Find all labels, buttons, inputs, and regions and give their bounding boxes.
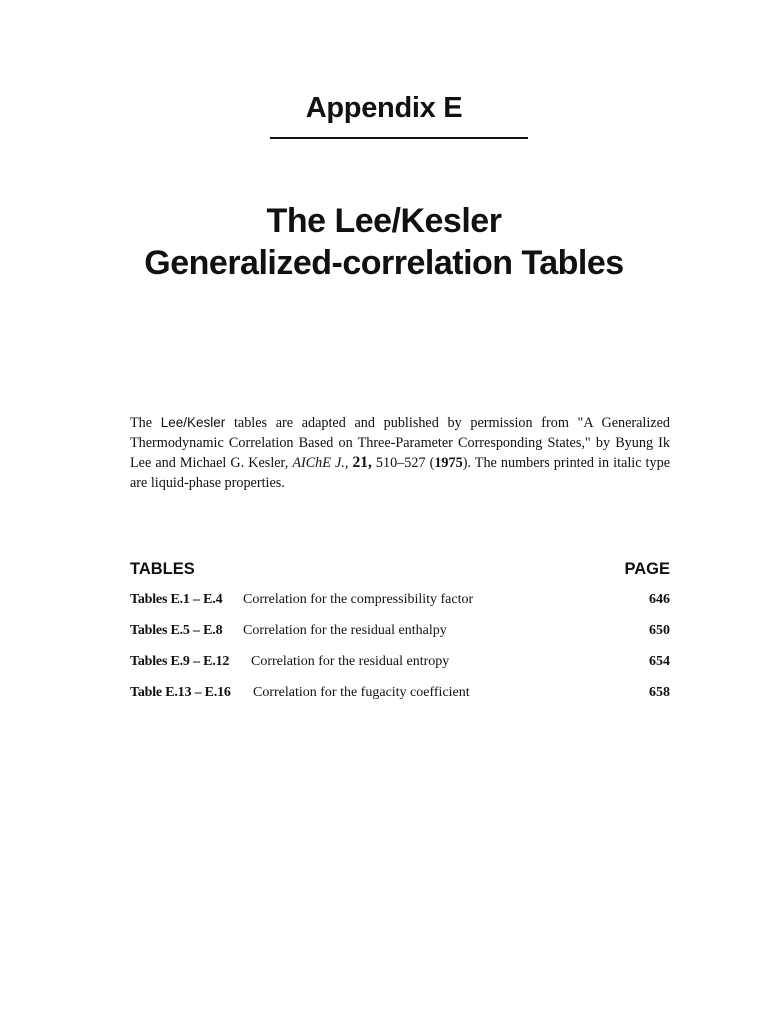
heading-underline-rule <box>270 137 528 139</box>
table-row <box>130 685 670 716</box>
table-row <box>130 623 670 654</box>
table-page-number: 654 <box>649 654 670 669</box>
table-description: Correlation for the residual entropy <box>251 654 450 669</box>
table-range: Tables E.9 – E.12 <box>130 654 230 669</box>
table-description: Correlation for the compressibility factor <box>243 592 474 607</box>
table-description: Correlation for the residual enthalpy <box>243 623 447 638</box>
tables-header <box>130 560 670 582</box>
table-range: Table E.13 – E.16 <box>130 685 231 700</box>
table-row <box>130 592 670 623</box>
tables-column-label: TABLES <box>130 560 195 578</box>
page-title <box>0 200 768 284</box>
table-page-number: 646 <box>649 592 670 607</box>
intro-text-3: , <box>344 455 353 471</box>
intro-lee-kesler: Lee/Kesler <box>160 415 226 430</box>
appendix-heading: Appendix E <box>305 92 463 124</box>
table-page-number: 650 <box>649 623 670 638</box>
title-line-2: Generalized-correlation Tables <box>144 244 624 282</box>
intro-pages: 510–527 ( <box>371 455 435 471</box>
table-row <box>130 654 670 685</box>
table-range: Tables E.5 – E.8 <box>130 623 223 638</box>
table-range: Tables E.1 – E.4 <box>130 592 223 607</box>
intro-year: 1975 <box>434 455 463 471</box>
title-line-1: The Lee/Kesler <box>266 202 502 240</box>
intro-text-2: tables are adapted and published by permission from "A Generalized Thermodynamic Correlation Based on Three-Parameter Corresponding States," by Byung Ik Lee and Michael G. Kesler, <box>130 415 670 471</box>
intro-volume: 21, <box>352 454 372 471</box>
table-page-number: 658 <box>649 685 670 700</box>
page-column-label: PAGE <box>624 560 670 578</box>
table-description: Correlation for the fugacity coefficient <box>253 685 470 700</box>
intro-journal-name: AIChE J. <box>292 455 345 471</box>
intro-text-4: ). The numbers printed in italic type are liquid-phase properties. <box>130 455 670 491</box>
intro-paragraph <box>130 413 670 493</box>
tables-list <box>130 592 670 716</box>
intro-text-1: The <box>130 415 161 431</box>
